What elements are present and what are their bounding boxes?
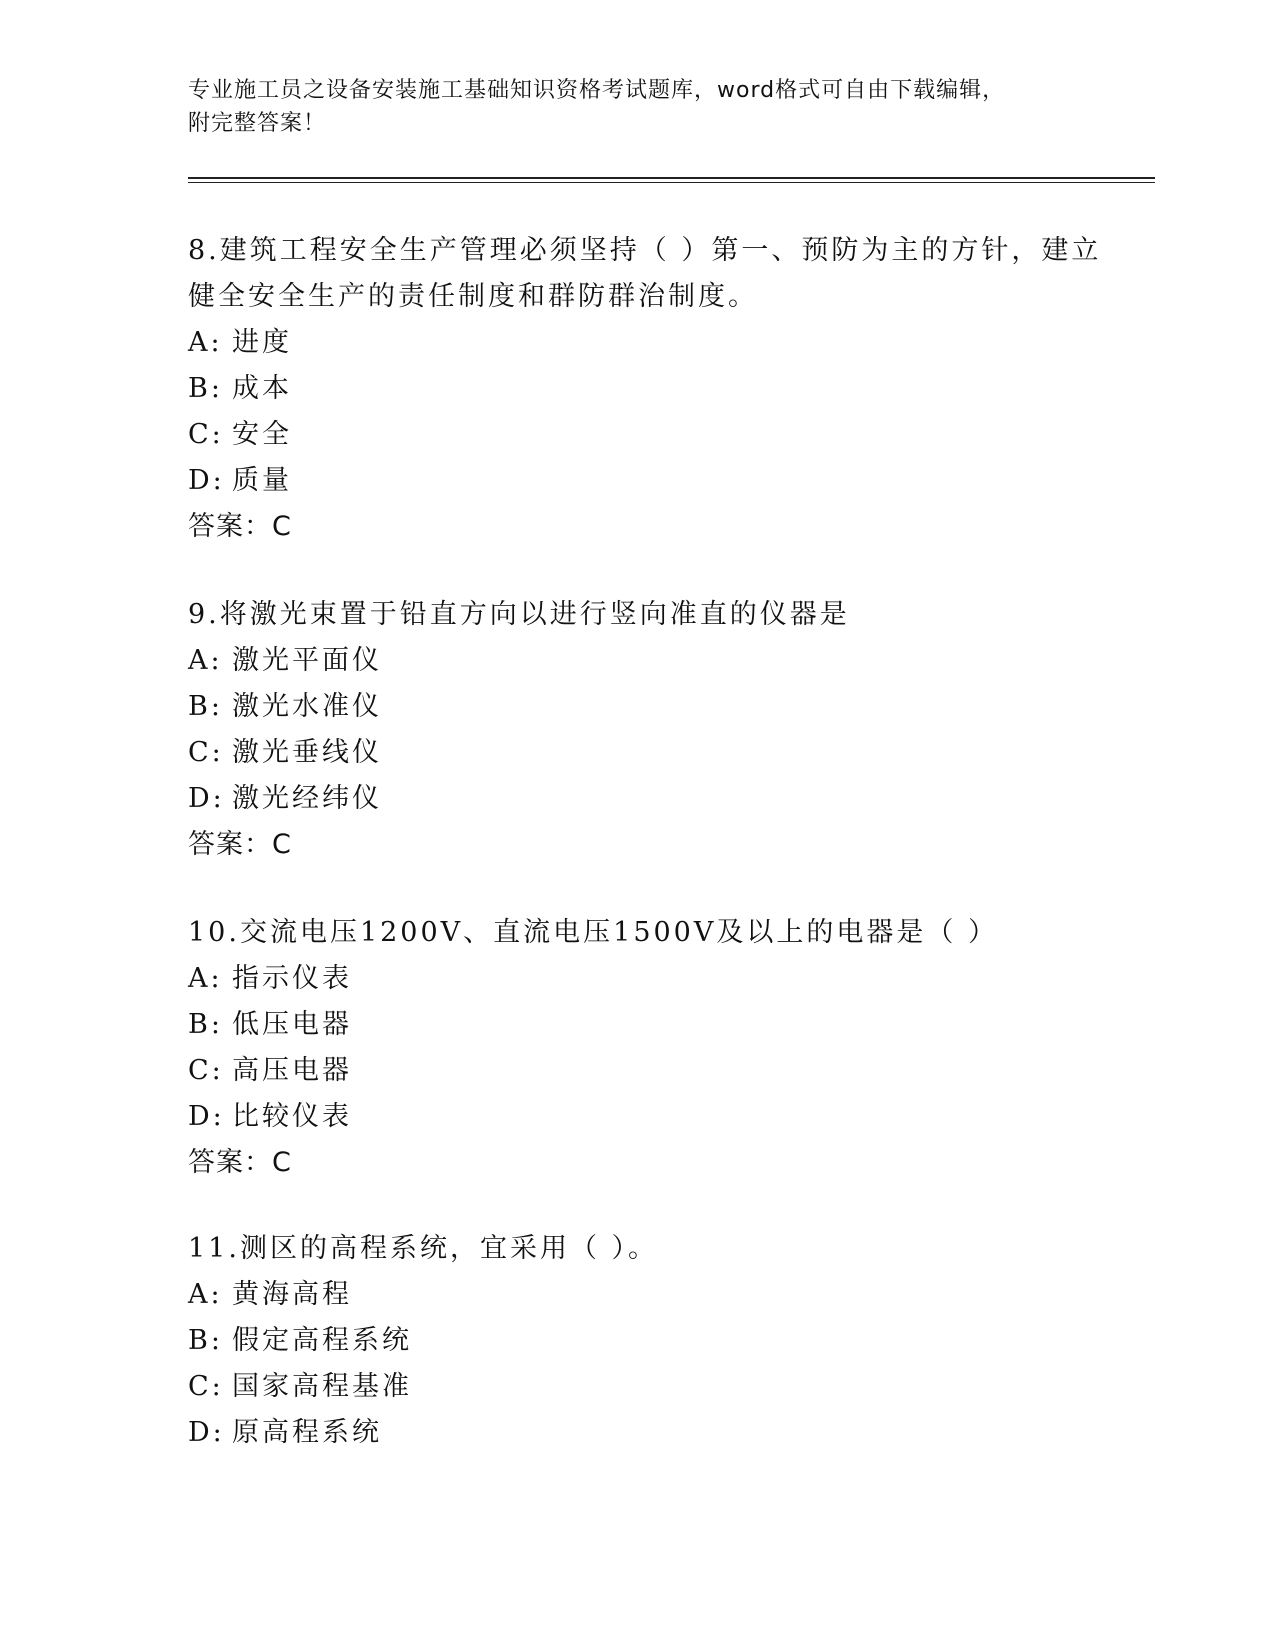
option-text: 激光水准仪 — [232, 691, 382, 722]
option-letter: B: — [188, 691, 223, 722]
question-8-answer: 答案：C — [188, 511, 292, 542]
question-10-option-c — [188, 1048, 1168, 1094]
header-divider-thick — [188, 177, 1155, 179]
question-11 — [188, 1226, 1168, 1456]
option-text: 成本 — [232, 373, 292, 404]
option-text: 国家高程基准 — [232, 1371, 412, 1402]
question-9-option-a — [188, 638, 1168, 684]
question-9-option-d — [188, 776, 1168, 822]
option-text: 原高程系统 — [232, 1417, 382, 1448]
option-text: 激光经纬仪 — [232, 783, 382, 814]
option-letter: A: — [188, 1279, 223, 1310]
header-divider-thin — [188, 182, 1155, 183]
question-9 — [188, 592, 1168, 868]
question-8-option-b — [188, 366, 1168, 412]
question-11-option-d — [188, 1410, 1168, 1456]
question-10 — [188, 910, 1168, 1186]
option-letter: A: — [188, 645, 223, 676]
document-header — [188, 74, 1088, 140]
option-text: 激光垂线仪 — [232, 737, 382, 768]
question-8-stem-line-2: 健全安全生产的责任制度和群防群治制度。 — [188, 281, 758, 312]
question-10-option-a — [188, 956, 1168, 1002]
question-9-stem-line-1: 9.将激光束置于铅直方向以进行竖向准直的仪器是 — [188, 599, 850, 630]
option-letter: B: — [188, 373, 223, 404]
question-8-option-d — [188, 458, 1168, 504]
question-8 — [188, 228, 1168, 550]
question-10-option-b — [188, 1002, 1168, 1048]
option-text: 激光平面仪 — [232, 645, 382, 676]
question-10-stem-line-1: 10.交流电压1200V、直流电压1500V及以上的电器是（ ） — [188, 917, 998, 948]
option-letter: C: — [188, 1371, 224, 1402]
option-text: 低压电器 — [232, 1009, 352, 1040]
option-letter: D: — [188, 1101, 225, 1132]
question-11-option-c — [188, 1364, 1168, 1410]
option-text: 安全 — [232, 419, 292, 450]
option-letter: C: — [188, 737, 224, 768]
option-letter: D: — [188, 465, 225, 496]
option-letter: C: — [188, 1055, 224, 1086]
question-9-option-c — [188, 730, 1168, 776]
question-11-option-a — [188, 1272, 1168, 1318]
option-text: 指示仪表 — [232, 963, 352, 994]
option-letter: C: — [188, 419, 224, 450]
question-9-answer: 答案：C — [188, 829, 292, 860]
option-text: 假定高程系统 — [232, 1325, 412, 1356]
header-line-1: 专业施工员之设备安装施工基础知识资格考试题库，word格式可自由下载编辑， — [188, 78, 1006, 103]
question-11-option-b — [188, 1318, 1168, 1364]
option-letter: B: — [188, 1325, 223, 1356]
question-9-option-b — [188, 684, 1168, 730]
option-letter: D: — [188, 783, 225, 814]
question-10-answer: 答案：C — [188, 1147, 292, 1178]
header-line-2: 附完整答案！ — [188, 111, 327, 136]
option-letter: A: — [188, 963, 223, 994]
question-8-stem-line-1: 8.建筑工程安全生产管理必须坚持（ ）第一、预防为主的方针，建立 — [188, 235, 1102, 266]
option-letter: B: — [188, 1009, 223, 1040]
option-letter: D: — [188, 1417, 225, 1448]
question-8-option-a — [188, 320, 1168, 366]
question-11-stem-line-1: 11.测区的高程系统，宜采用（ ）。 — [188, 1233, 659, 1264]
question-10-option-d — [188, 1094, 1168, 1140]
option-text: 比较仪表 — [232, 1101, 352, 1132]
option-text: 进度 — [232, 327, 292, 358]
question-8-option-c — [188, 412, 1168, 458]
option-text: 质量 — [232, 465, 292, 496]
option-letter: A: — [188, 327, 223, 358]
option-text: 高压电器 — [232, 1055, 352, 1086]
option-text: 黄海高程 — [232, 1279, 352, 1310]
